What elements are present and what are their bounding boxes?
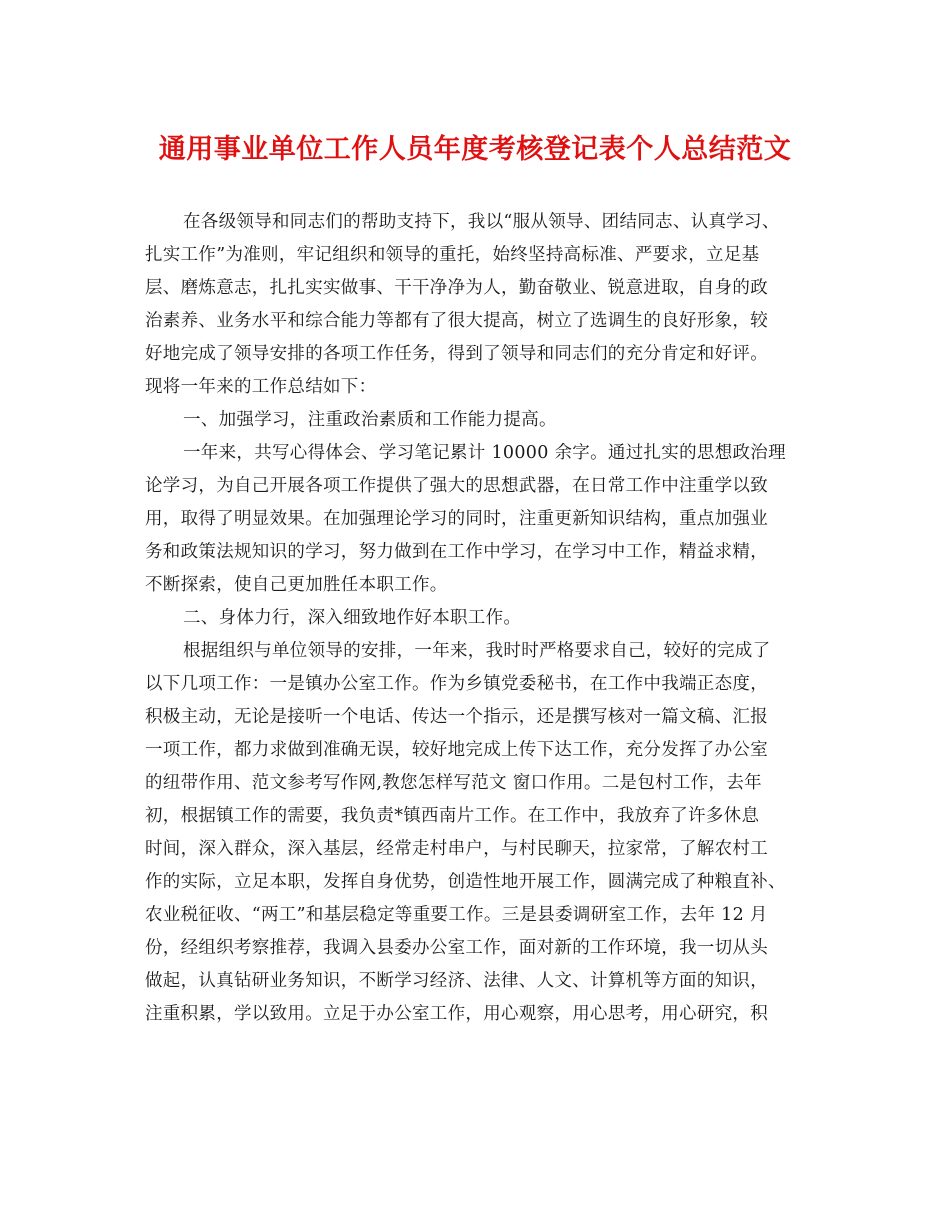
body-line-4: 治素养、业务水平和综合能力等都有了很大提高，树立了选调生的良好形象，较	[145, 311, 768, 331]
body-line-3: 层、磨炼意志，扎扎实实做事、干干净净为人，勤奋敬业、锐意进取，自身的政	[145, 278, 768, 298]
body-line-1: 在各级领导和同志们的帮助支持下，我以“服从领导、团结同志、认真学习、	[183, 212, 780, 232]
body-line-10: 用，取得了明显效果。在加强理论学习的同时，注重更新知识结构，重点加强业	[145, 509, 768, 529]
body-line-22: 农业税征收、“两工”和基层稳定等重要工作。三是县委调研室工作，去年 12 月	[145, 905, 768, 925]
body-line-23: 份，经组织考察推荐，我调入县委办公室工作，面对新的工作环境，我一切从头	[145, 938, 768, 958]
section-heading-2: 二、身体力行，深入细致地作好本职工作。	[183, 608, 522, 628]
body-line-16: 积极主动，无论是接听一个电话、传达一个指示，还是撰写核对一篇文稿、汇报	[145, 707, 768, 727]
body-line-25: 注重积累，学以致用。立足于办公室工作，用心观察，用心思考，用心研究，积	[145, 1004, 768, 1024]
body-line-14: 根据组织与单位领导的安排，一年来，我时时严格要求自己，较好的完成了	[183, 641, 771, 661]
body-line-20: 时间，深入群众，深入基层，经常走村串户，与村民聊天，拉家常，了解农村工	[145, 839, 768, 859]
body-line-18: 的纽带作用、范文参考写作网,教您怎样写范文 窗口作用。二是包村工作，去年	[145, 773, 762, 793]
body-line-8: 一年来，共写心得体会、学习笔记累计 10000 余字。通过扎实的思想政治理	[183, 443, 786, 463]
body-line-24: 做起，认真钻研业务知识，不断学习经济、法律、人文、计算机等方面的知识，	[145, 971, 768, 991]
document-title: 通用事业单位工作人员年度考核登记表个人总结范文	[158, 134, 792, 165]
section-heading-1: 一、加强学习，注重政治素质和工作能力提高。	[183, 410, 557, 430]
body-line-11: 务和政策法规知识的学习，努力做到在工作中学习，在学习中工作，精益求精，	[145, 542, 768, 562]
body-line-19: 初，根据镇工作的需要，我负责*镇西南片工作。在工作中，我放弃了许多休息	[145, 806, 760, 826]
body-line-2: 扎实工作”为准则，牢记组织和领导的重托，始终坚持高标准、严要求，立足基	[145, 245, 760, 265]
body-line-17: 一项工作，都力求做到准确无误，较好地完成上传下达工作，充分发挥了办公室	[145, 740, 768, 760]
body-line-9: 论学习，为自己开展各项工作提供了强大的思想武器，在日常工作中注重学以致	[145, 476, 768, 496]
body-line-12: 不断探索，使自己更加胜任本职工作。	[145, 575, 448, 595]
body-line-21: 作的实际，立足本职，发挥自身优势，创造性地开展工作，圆满完成了种粮直补、	[145, 872, 786, 892]
body-line-6: 现将一年来的工作总结如下：	[145, 377, 377, 397]
body-line-5: 好地完成了领导安排的各项工作任务，得到了领导和同志们的充分肯定和好评。	[145, 344, 768, 364]
body-line-15: 以下几项工作：一是镇办公室工作。作为乡镇党委秘书，在工作中我端正态度，	[145, 674, 768, 694]
